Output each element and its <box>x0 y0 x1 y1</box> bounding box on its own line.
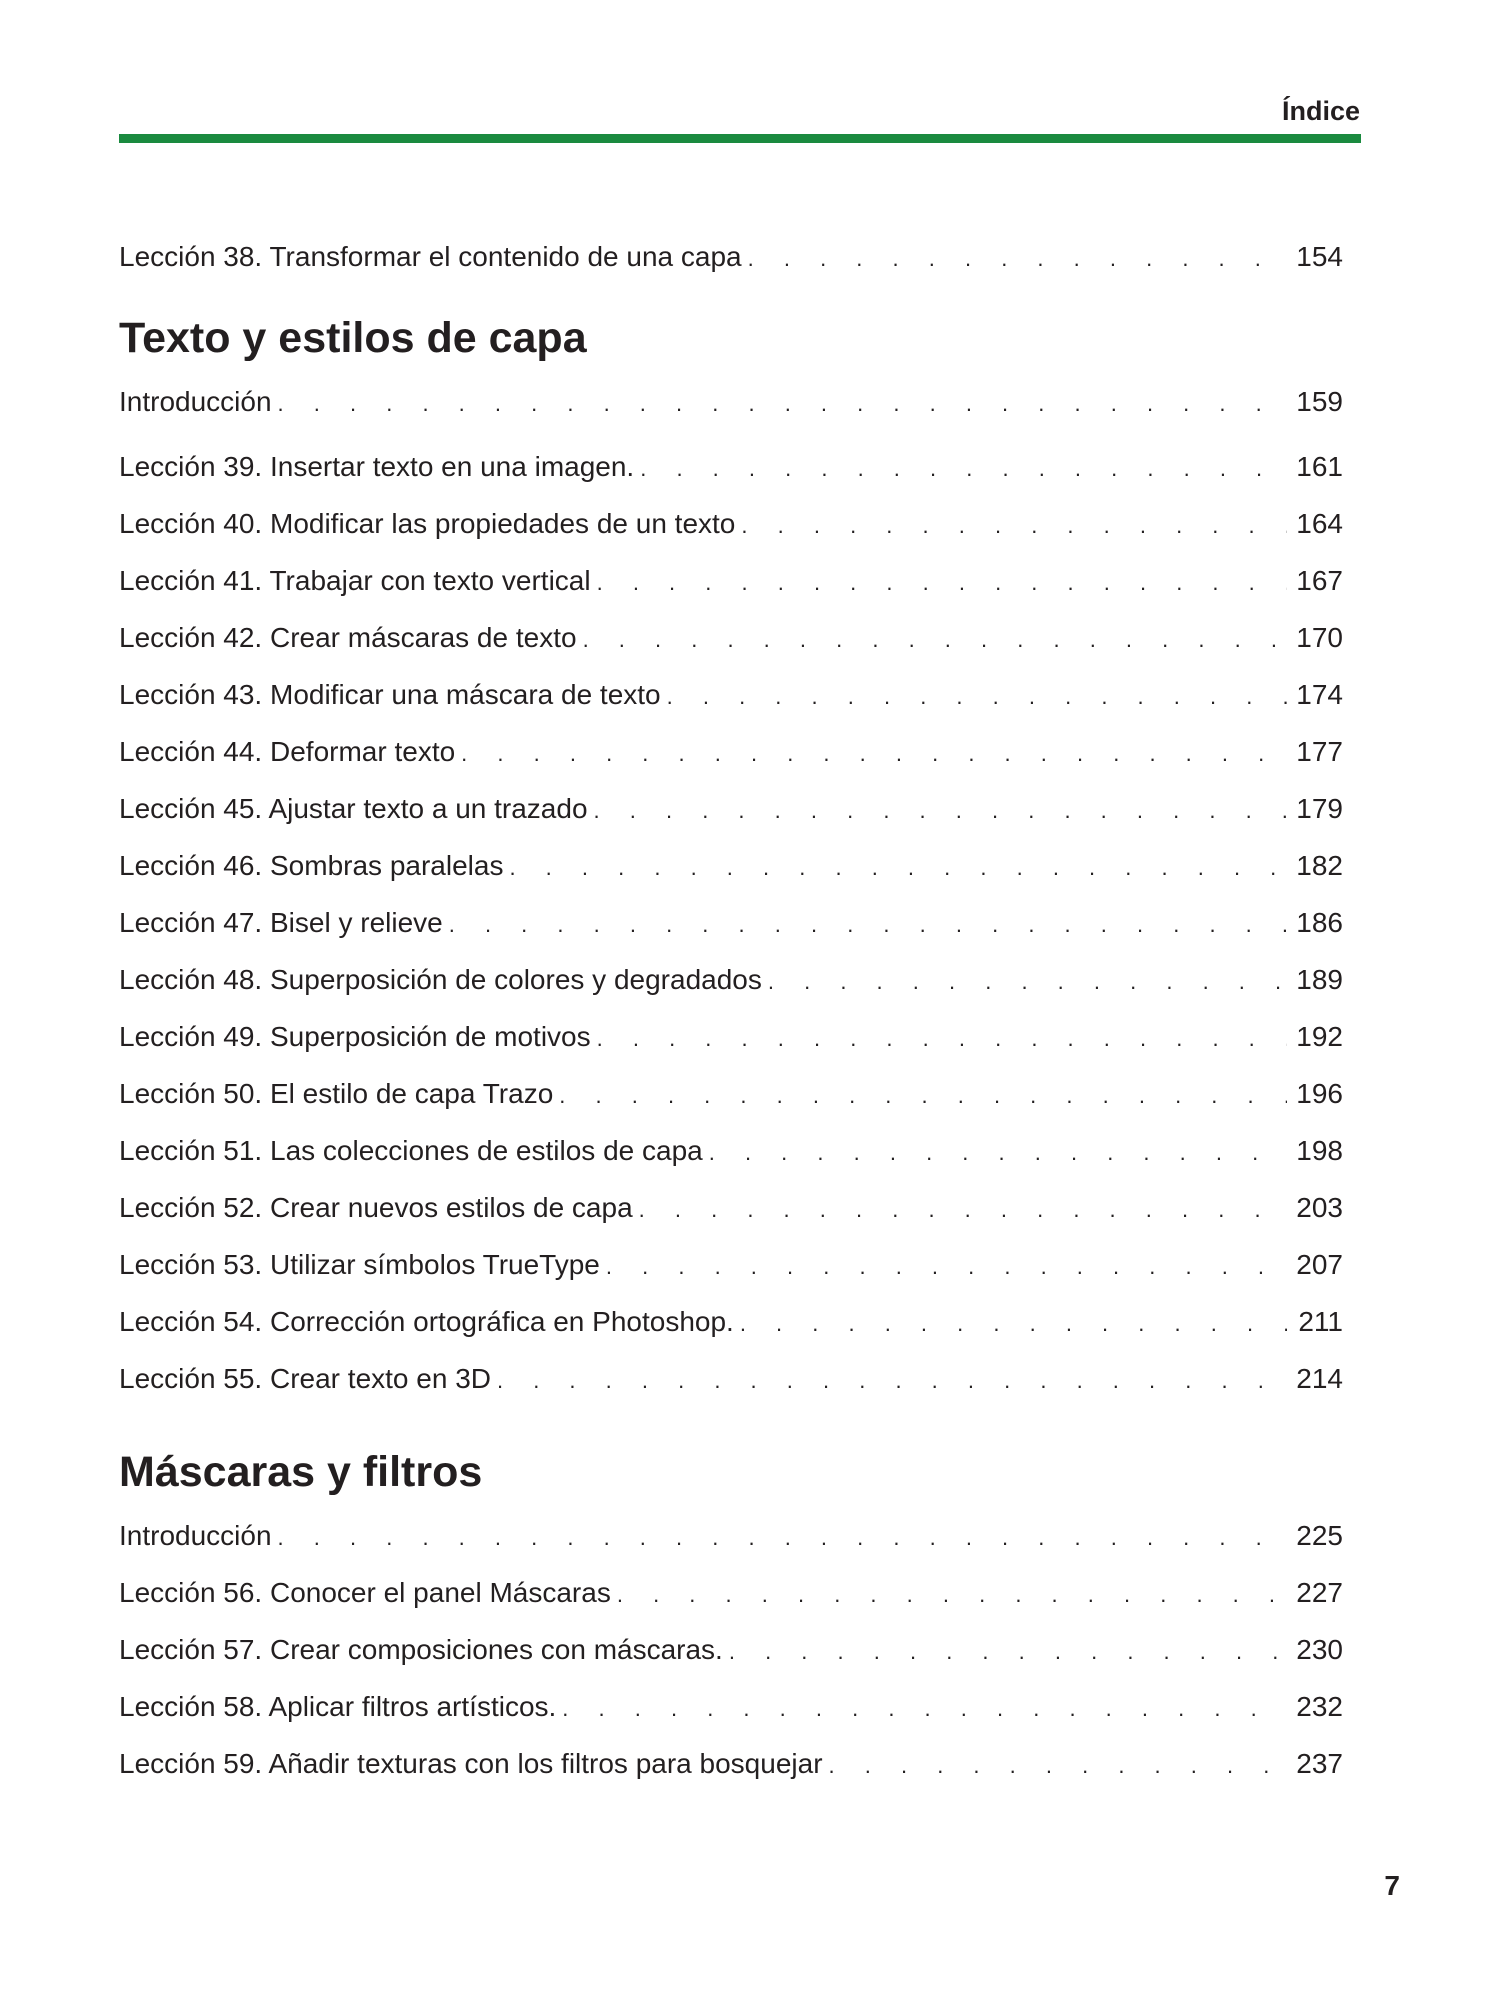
toc-entry[interactable] <box>119 894 1343 951</box>
dot-leader <box>562 1680 1287 1735</box>
toc-entry-label: Introducción <box>119 386 272 417</box>
toc-entry-page: 196 <box>1296 1078 1343 1109</box>
toc-entry[interactable] <box>119 837 1343 894</box>
toc-entry-label: Lección 41. Trabajar con texto vertical <box>119 565 591 596</box>
toc-entry-label: Lección 42. Crear máscaras de texto <box>119 622 577 653</box>
toc-entry-label: Lección 43. Modificar una máscara de texto <box>119 679 661 710</box>
toc-entry-page: 164 <box>1296 508 1343 539</box>
toc-entry-page: 225 <box>1296 1520 1343 1551</box>
dot-leader <box>729 1623 1287 1678</box>
toc-entry-label: Lección 54. Corrección ortográfica en Photoshop. <box>119 1306 734 1337</box>
toc-entry-page: 170 <box>1296 622 1343 653</box>
toc-entry-page: 203 <box>1296 1192 1343 1223</box>
running-header: Índice <box>1281 96 1360 126</box>
toc-entry-intro[interactable] <box>119 1507 1343 1564</box>
toc-entry[interactable] <box>119 1008 1343 1065</box>
dot-leader <box>709 1124 1287 1179</box>
toc-entry[interactable] <box>119 1122 1343 1179</box>
toc-entry-label: Lección 49. Superposición de motivos <box>119 1021 591 1052</box>
toc-entry-label: Lección 58. Aplicar filtros artísticos. <box>119 1691 557 1722</box>
toc-entry-label: Lección 40. Modificar las propiedades de un texto <box>119 508 736 539</box>
toc-entry-label: Lección 56. Conocer el panel Máscaras <box>119 1577 611 1608</box>
toc-entry-label: Introducción <box>119 1520 272 1551</box>
toc-entry[interactable] <box>119 438 1343 495</box>
dot-leader <box>748 230 1287 285</box>
toc-entry-label: Lección 39. Insertar texto en una imagen. <box>119 451 635 482</box>
toc-entry-page: 186 <box>1296 907 1343 938</box>
dot-leader <box>278 375 1287 430</box>
table-of-contents <box>119 228 1343 1792</box>
dot-leader <box>278 1509 1287 1564</box>
toc-entry-page: 192 <box>1296 1021 1343 1052</box>
toc-entry-label: Lección 44. Deformar texto <box>119 736 456 767</box>
toc-entry[interactable] <box>119 1621 1343 1678</box>
dot-leader <box>509 839 1287 894</box>
toc-entry[interactable] <box>119 228 1343 285</box>
header-rule <box>119 134 1361 143</box>
toc-entry-page: 161 <box>1296 451 1343 482</box>
dot-leader <box>583 611 1287 666</box>
toc-entry[interactable] <box>119 1678 1343 1735</box>
dot-leader <box>606 1238 1287 1293</box>
section-title: Texto y estilos de capa <box>119 314 587 362</box>
toc-entry-page: 198 <box>1296 1135 1343 1166</box>
toc-entry[interactable] <box>119 1236 1343 1293</box>
dot-leader <box>768 953 1287 1008</box>
dot-leader <box>597 554 1287 609</box>
toc-entry[interactable] <box>119 780 1343 837</box>
section-title: Máscaras y filtros <box>119 1448 483 1496</box>
toc-entry-page: 230 <box>1296 1634 1343 1665</box>
toc-entry-page: 237 <box>1296 1748 1343 1779</box>
toc-entry-intro[interactable] <box>119 373 1343 430</box>
toc-entry-page: 189 <box>1296 964 1343 995</box>
toc-entry-page: 159 <box>1296 386 1343 417</box>
toc-entry[interactable] <box>119 495 1343 552</box>
toc-entry-label: Lección 52. Crear nuevos estilos de capa <box>119 1192 633 1223</box>
toc-entry[interactable] <box>119 1735 1343 1792</box>
dot-leader <box>461 725 1287 780</box>
toc-entry-label: Lección 45. Ajustar texto a un trazado <box>119 793 588 824</box>
toc-entry-page: 211 <box>1298 1306 1343 1337</box>
toc-entry[interactable] <box>119 666 1343 723</box>
dot-leader <box>829 1737 1287 1792</box>
toc-entry[interactable] <box>119 1293 1343 1350</box>
toc-entry[interactable] <box>119 609 1343 666</box>
toc-entry[interactable] <box>119 1350 1343 1407</box>
toc-entry[interactable] <box>119 723 1343 780</box>
toc-entry-page: 214 <box>1296 1363 1343 1394</box>
dot-leader <box>559 1067 1287 1122</box>
toc-entry-page: 177 <box>1296 736 1343 767</box>
dot-leader <box>741 497 1287 552</box>
toc-entry[interactable] <box>119 1179 1343 1236</box>
toc-entry-label: Lección 51. Las colecciones de estilos de capa <box>119 1135 703 1166</box>
toc-entry[interactable] <box>119 1065 1343 1122</box>
toc-entry-page: 174 <box>1296 679 1343 710</box>
toc-entry-page: 154 <box>1296 241 1343 272</box>
toc-entry-label: Lección 46. Sombras paralelas <box>119 850 504 881</box>
toc-entry-page: 207 <box>1296 1249 1343 1280</box>
toc-entry-label: Lección 48. Superposición de colores y degradados <box>119 964 762 995</box>
dot-leader <box>640 440 1287 495</box>
dot-leader <box>639 1181 1287 1236</box>
toc-entry-page: 227 <box>1296 1577 1343 1608</box>
toc-entry-label: Lección 55. Crear texto en 3D <box>119 1363 491 1394</box>
toc-entry[interactable] <box>119 951 1343 1008</box>
toc-entry-label: Lección 47. Bisel y relieve <box>119 907 443 938</box>
dot-leader <box>449 896 1287 951</box>
dot-leader <box>617 1566 1287 1621</box>
dot-leader <box>497 1352 1287 1407</box>
toc-entry-page: 182 <box>1296 850 1343 881</box>
toc-entry-label: Lección 59. Añadir texturas con los filtros para bosquejar <box>119 1748 823 1779</box>
toc-entry-label: Lección 38. Transformar el contenido de una capa <box>119 241 742 272</box>
toc-entry-label: Lección 50. El estilo de capa Trazo <box>119 1078 554 1109</box>
toc-entry[interactable] <box>119 1564 1343 1621</box>
page-number: 7 <box>1384 1870 1400 1901</box>
toc-entry-page: 179 <box>1296 793 1343 824</box>
dot-leader <box>667 668 1287 723</box>
dot-leader <box>740 1295 1287 1350</box>
toc-entry-label: Lección 53. Utilizar símbolos TrueType <box>119 1249 600 1280</box>
toc-entry-page: 167 <box>1296 565 1343 596</box>
toc-entry-label: Lección 57. Crear composiciones con máscaras. <box>119 1634 723 1665</box>
toc-entry-page: 232 <box>1296 1691 1343 1722</box>
dot-leader <box>594 782 1287 837</box>
dot-leader <box>597 1010 1287 1065</box>
toc-entry[interactable] <box>119 552 1343 609</box>
